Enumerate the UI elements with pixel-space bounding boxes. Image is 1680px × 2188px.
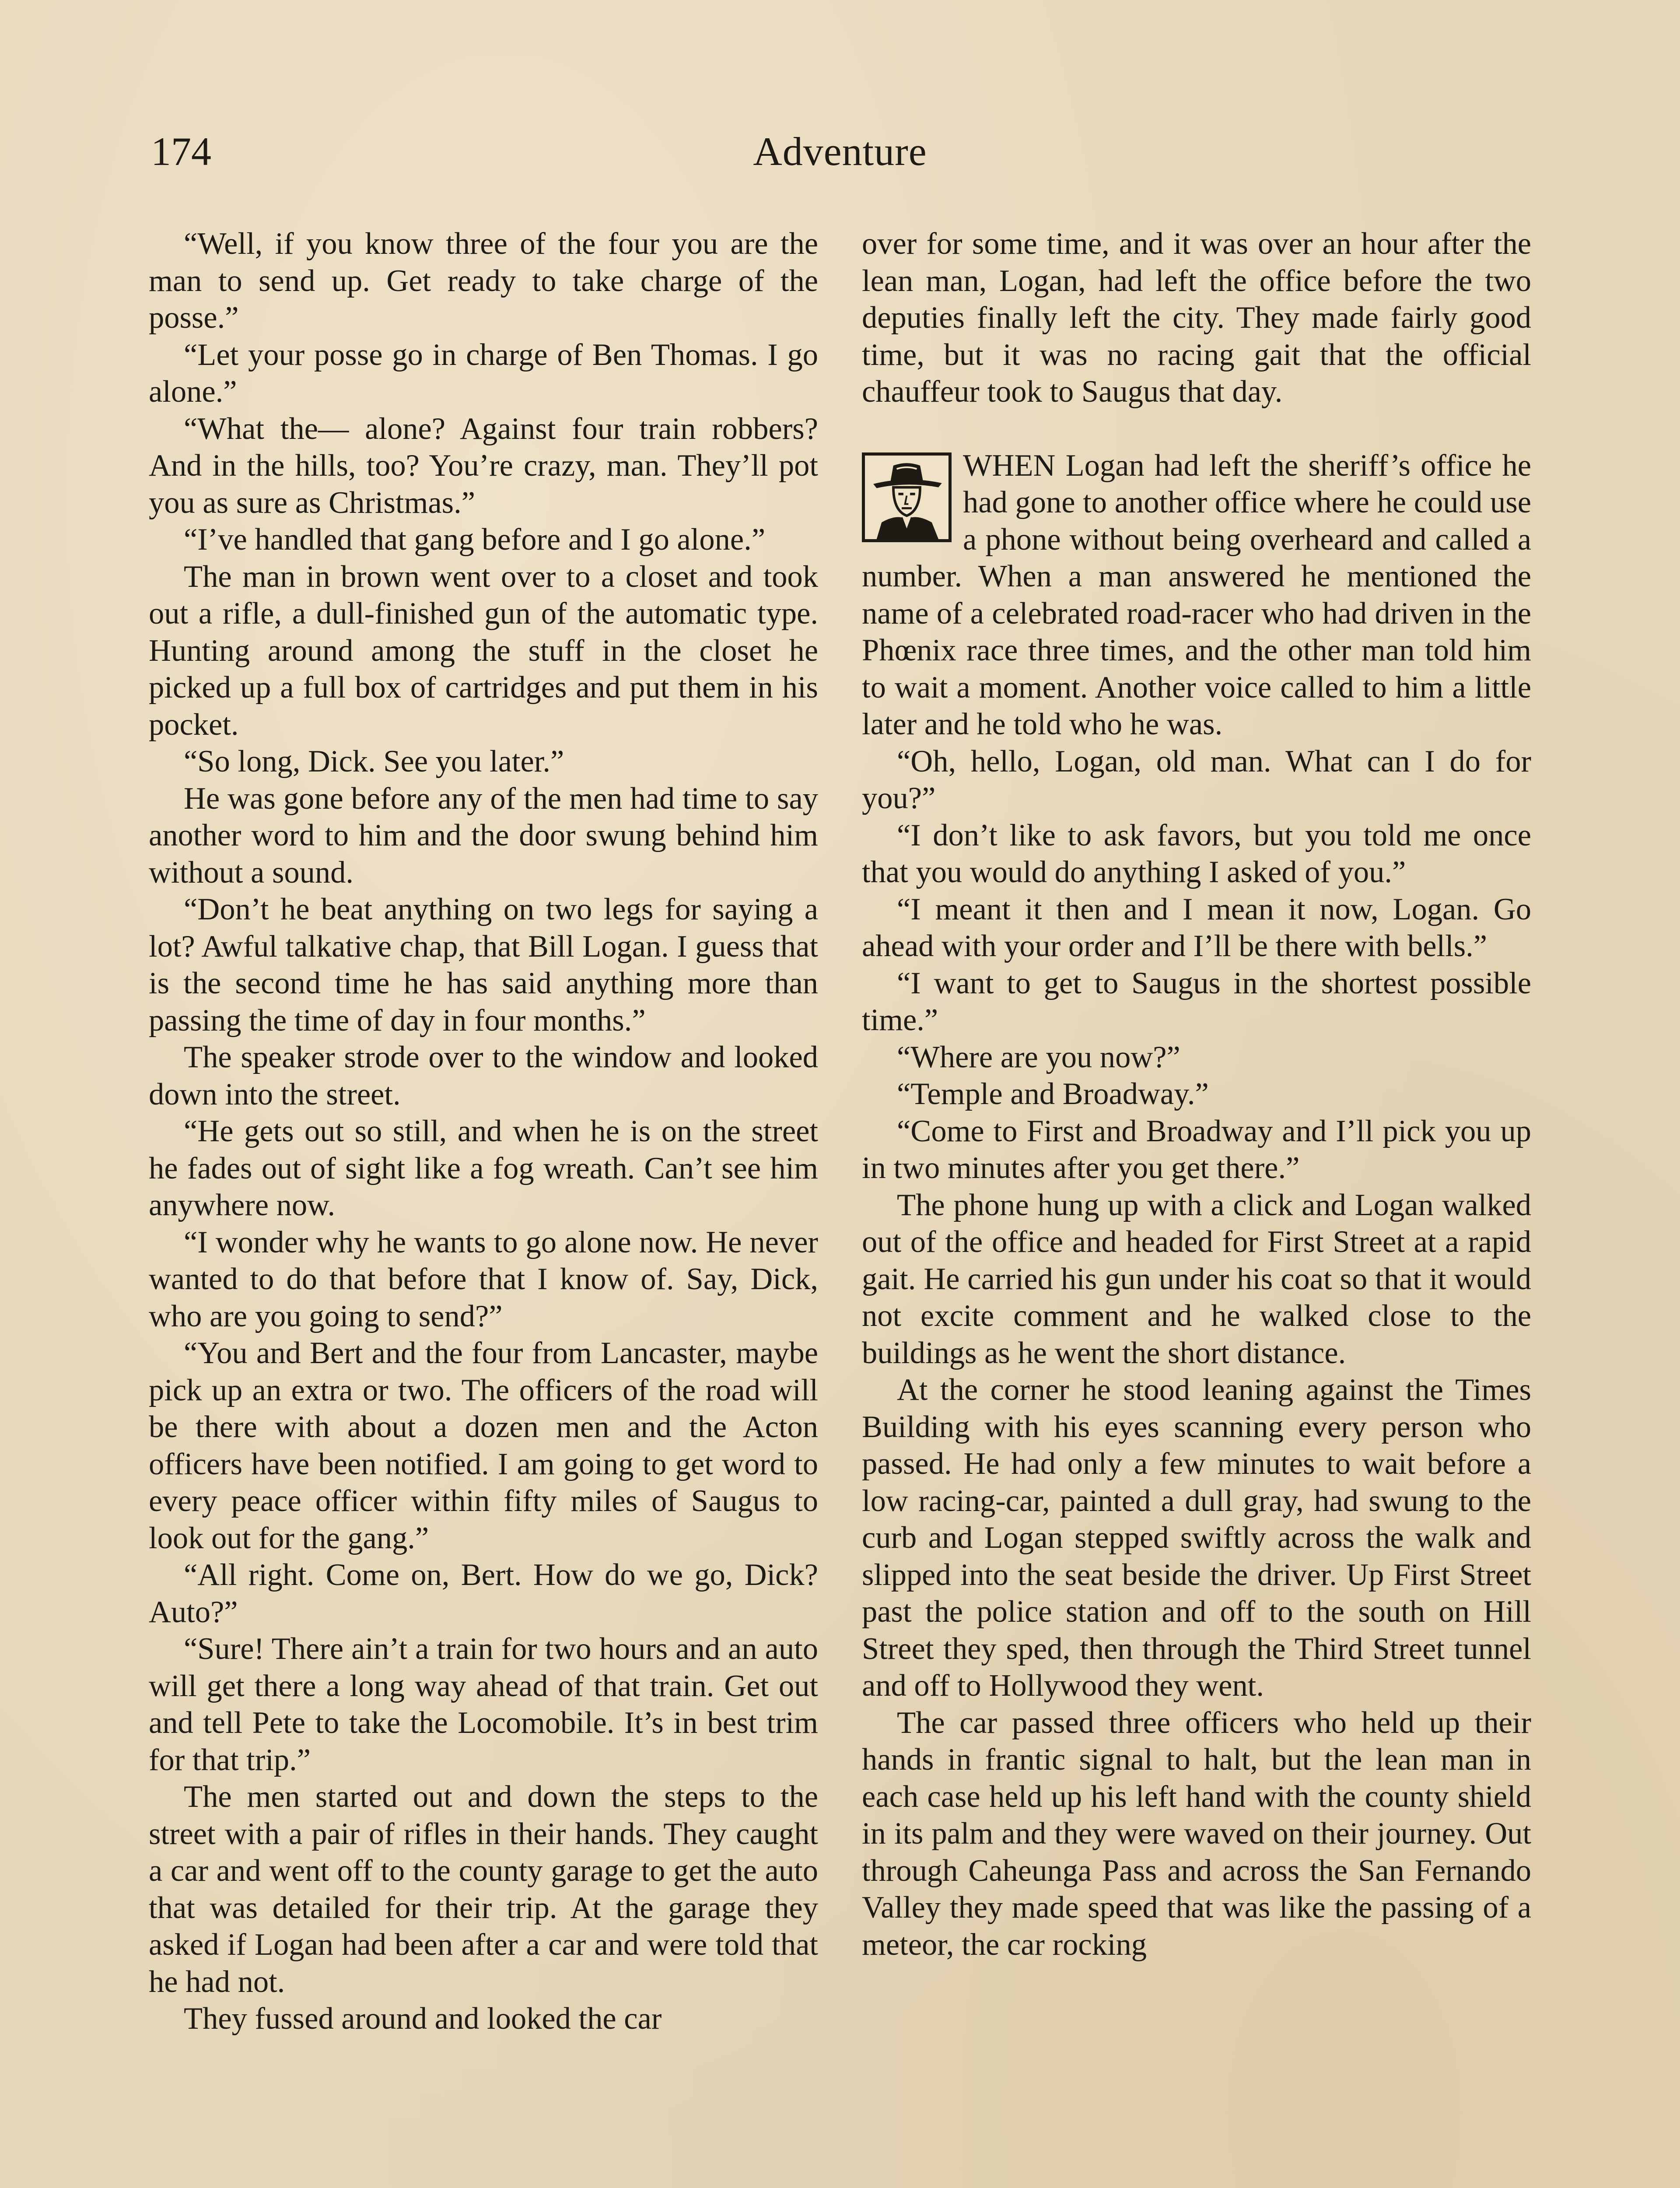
paragraph: “So long, Dick. See you later.”	[184, 744, 564, 778]
paragraph: “Temple and Broadway.”	[897, 1077, 1209, 1111]
paragraph: “I want to get to Saugus in the shortest possible time.”	[862, 966, 1531, 1037]
paragraph-continuation: over for some time, and it was over an hour after the lean man, Logan, had left the office before the two deputies finally left the city. They made fairly good time, but it was no racing gait that the official chauffeur took to Saugus that day.	[862, 227, 1531, 409]
paragraph: He was gone before any of the men had time to say another word to him and the door swung behind him without a sound.	[149, 781, 818, 890]
paragraph: The car passed three officers who held up their hands in frantic signal to halt, but the lean man in each case held up his left hand with the county shield in its palm and they were waved on their journey. Out through Caheunga Pass and across the San Fernando Valley they made speed that was like the passing of a meteor, the car rocking	[862, 1705, 1531, 1962]
paragraph: “Oh, hello, Logan, old man. What can I do for you?”	[862, 744, 1531, 815]
paragraph: “Well, if you know three of the four you are the man to send up. Get ready to take charge of the posse.”	[149, 227, 818, 335]
section-break	[862, 410, 1531, 447]
paragraph: The phone hung up with a click and Logan walked out of the office and headed for First Street at a rapid gait. He carried his gun under his coat so that it would not excite comment and he walked close to the buildings as he went the short distance.	[862, 1188, 1531, 1370]
paragraph: At the corner he stood leaning against the Times Building with his eyes scanning every person who passed. He had only a few minutes to wait before a low racing-car, painted a dull gray, had swung to the curb and Logan stepped swiftly across the walk and slipped into the seat beside the driver. Up First Street past the police station and off to the south on Hill Street they sped, then through the Third Street tunnel and off to Hollywood they went.	[862, 1373, 1531, 1703]
paragraph: “All right. Come on, Bert. How do we go, Dick? Auto?”	[149, 1558, 818, 1629]
paragraph: “I don’t like to ask favors, but you told me once that you would do anything I asked of you.”	[862, 818, 1531, 889]
paragraph: “You and Bert and the four from Lancaster, maybe pick up an extra or two. The officers of the road will be there with about a dozen men and the Acton officers have been notified. I am going to get word to every peace officer within fifty miles of Saugus to look out for the gang.”	[149, 1336, 818, 1555]
paragraph: The speaker strode over to the window and looked down into the street.	[149, 1040, 818, 1112]
paragraph: “I meant it then and I mean it now, Logan. Go ahead with your order and I’ll be there with bells.”	[862, 892, 1531, 963]
paragraph: “Where are you now?”	[897, 1040, 1180, 1074]
paragraph: “Don’t he beat anything on two legs for saying a lot? Awful talkative chap, that Bill Logan. I guess that is the second time he has said anything more than passing the time of day in four months.”	[149, 892, 818, 1038]
paragraph: “He gets out so still, and when he is on the street he fades out of sight like a fog wreath. Can’t see him anywhere now.	[149, 1114, 818, 1222]
page-number: 174	[151, 129, 211, 174]
paragraph: The men started out and down the steps to the street with a pair of rifles in their hands. They caught a car and went off to the county garage to get the auto that was detailed for their trip. At the garage they asked if Logan had been after a car and were told that he had not.	[149, 1780, 818, 1999]
left-column	[149, 225, 818, 2037]
right-column	[862, 225, 1531, 1963]
paragraph: “Let your posse go in charge of Ben Thomas. I go alone.”	[149, 337, 818, 409]
paragraph: The man in brown went over to a closet and took out a rifle, a dull-finished gun of the automatic type. Hunting around among the stuff in the closet he picked up a full box of cartridges and put them in his pocket.	[149, 559, 818, 742]
cowboy-portrait-icon	[862, 452, 952, 542]
paragraph: “Come to First and Broadway and I’ll pick you up in two minutes after you get there.”	[862, 1114, 1531, 1185]
paragraph: “What the— alone? Against four train robbers? And in the hills, too? You’re crazy, man. They’ll pot you as sure as Christmas.”	[149, 411, 818, 520]
running-title: Adventure	[753, 129, 927, 174]
paragraph: “Sure! There ain’t a train for two hours and an auto will get there a long way ahead of that train. Get out and tell Pete to take the Locomobile. It’s in best trim for that trip.”	[149, 1632, 818, 1777]
paragraph: “I’ve handled that gang before and I go alone.”	[184, 522, 766, 557]
section-opening-paragraph	[862, 447, 1531, 743]
paragraph: “I wonder why he wants to go alone now. He never wanted to do that before that I know of. Say, Dick, who are you going to send?”	[149, 1225, 818, 1333]
paragraph: They fussed around and looked the car	[184, 2002, 662, 2036]
paragraph-text: WHEN Logan had left the sheriff’s office he had gone to another office where he could use a phone without being overheard and called a number. When a man answered he mentioned the name of a celebrated road-racer who had driven in the Phœnix race three times, and the other man told him to wait a moment. Another voice called to him a little later and he told who he was.	[862, 448, 1531, 741]
